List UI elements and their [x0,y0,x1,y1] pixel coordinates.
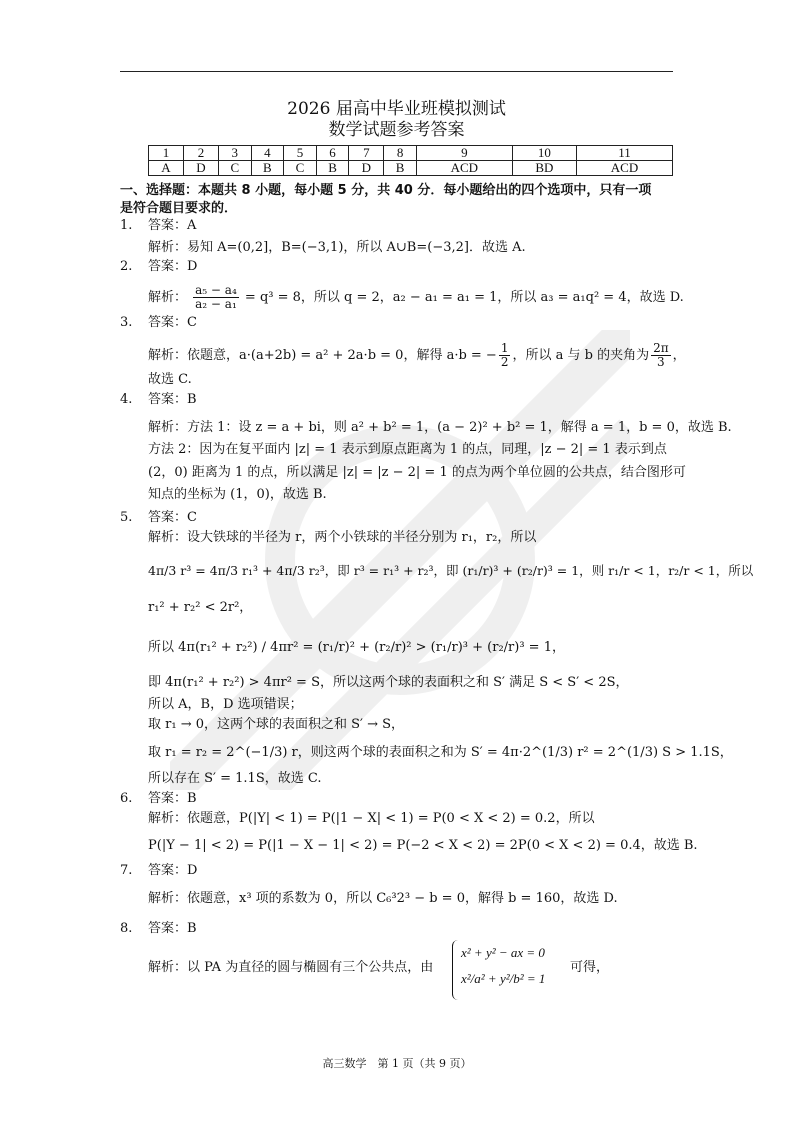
q5-line1: 解析：设大铁球的半径为 r，两个小铁球的半径分别为 r₁，r₂，所以 [148,530,537,545]
q4-line2: 方法 2：因为在复平面内 |z| = 1 表示到原点距离为 1 的点，同理，|z − 2| = 1 表示到点 [148,442,667,457]
q3-conclusion: 故选 C. [148,372,192,387]
q3-analysis-text2: ，所以 a 与 b 的夹角为 [512,348,650,363]
q5-answer: 答案：C [148,510,197,525]
table-cell: D [349,161,384,176]
table-cell: 3 [219,146,252,161]
header-rule [120,71,673,72]
q6-line1: 解析：依题意，P(|Y| < 1) = P(|1 − X| < 1) = P(0 < X < 2) = 0.2，所以 [148,811,595,826]
table-cell: C [219,161,252,176]
equation-2: x²/a² + y²/b² = 1 [461,971,546,986]
q1-answer: 答案：A [148,218,197,233]
fraction-denominator: 2 [500,355,509,369]
table-cell: 1 [149,146,184,161]
page-footer: 高三数学 第 1 页（共 9 页） [322,1057,472,1070]
q1-analysis: 解析：易知 A=(0,2]，B=(−3,1)，所以 A∪B=(−3,2]．故选 A. [148,240,526,255]
q4-line4: 知点的坐标为 (1，0)，故选 B. [148,487,327,502]
table-cell: ACD [416,161,512,176]
section-heading [120,182,680,218]
q6-line2: P(|Y − 1| < 2) = P(|1 − X − 1| < 2) = P(−2 < X < 2) = 2P(0 < X < 2) = 0.4，故选 B. [148,838,698,853]
table-cell: BD [512,161,576,176]
q2-analysis [148,284,684,311]
table-cell: 8 [384,146,417,161]
table-cell: B [384,161,417,176]
q5-line7: 取 r₁ → 0，这两个球的表面积之和 S′ → S， [148,717,405,732]
table-cell: 10 [512,146,576,161]
question-number: 1. [120,218,133,233]
q5-line4: 所以 4π(r₁² + r₂²) / 4πr² = (r₁/r)² + (r₂/r)² > (r₁/r)³ + (r₂/r)³ = 1， [148,640,565,655]
section-heading-line2: 是符合题目要求的． [120,201,238,216]
q5-line3: r₁² + r₂² < 2r²， [148,600,253,615]
q5-line2: 4π/3 r³ = 4π/3 r₁³ + 4π/3 r₂³，即 r³ = r₁³ + r₂³，即 (r₁/r)³ + (r₂/r)³ = 1，则 r₁/r < 1，r₂/r < 1，所以 [148,563,754,578]
table-cell: B [316,161,349,176]
question-number: 6. [120,791,133,806]
fraction-numerator: a₅ − a₄ [195,283,237,297]
table-cell: 9 [416,146,512,161]
q3-analysis-end: ， [672,348,686,363]
table-cell: 2 [184,146,219,161]
q6-answer: 答案：B [148,791,197,806]
question-number: 2. [120,259,133,274]
question-number: 5. [120,510,133,525]
q3-answer: 答案：C [148,315,197,330]
q5-line9: 所以存在 S′ = 1.1S，故选 C. [148,771,322,786]
fraction-denominator: 3 [657,355,665,369]
table-cell: D [184,161,219,176]
fraction-numerator: 2π [653,341,669,355]
table-cell: C [284,161,317,176]
q3-analysis-text: 解析：依题意，a·(a+2b) = a² + 2a·b = 0，解得 a·b = − [148,348,497,363]
page-subtitle: 数学试题参考答案 [328,120,465,140]
fraction-denominator: a₂ − a₁ [195,297,237,311]
table-cell: ACD [577,161,673,176]
q4-line1: 解析：方法 1：设 z = a + bi，则 a² + b² = 1，(a − 2)² + b² = 1，解得 a = 1，b = 0，故选 B. [148,420,732,435]
q3-analysis [148,342,686,369]
table-cell: B [251,161,284,176]
q2-answer: 答案：D [148,259,198,274]
table-cell: 5 [284,146,317,161]
q8-line1: 解析：以 PA 为直径的圆与椭圆有三个公共点，由 [148,960,434,975]
q2-analysis-label: 解析： [148,290,188,305]
equation-1: x² + y² − ax = 0 [461,945,545,960]
q2-analysis-text: = q³ = 8，所以 q = 2，a₂ − a₁ = a₁ = 1，所以 a₃ = a₁q² = 4，故选 D. [244,290,684,305]
question-number: 8. [120,921,133,936]
page-title: 2026 届高中毕业班模拟测试 [287,99,506,119]
question-number: 3. [120,315,133,330]
answer-table-header-row [149,146,673,161]
question-number: 7. [120,863,133,878]
section-heading-line1: 一、选择题：本题共 8 小题，每小题 5 分，共 40 分．每小题给出的四个选项中，只有一项 [120,183,652,198]
question-number: 4. [120,392,133,407]
table-cell: 7 [349,146,384,161]
q4-answer: 答案：B [148,392,197,407]
q3-fraction2 [651,342,671,369]
table-cell: 11 [577,146,673,161]
answer-table [148,145,673,176]
q2-fraction [193,284,239,311]
q7-line1: 解析：依题意，x³ 项的系数为 0，所以 C₆³2³ − b = 0，解得 b = 160，故选 D. [148,891,618,906]
q3-fraction [499,342,511,369]
equation-system [452,940,545,1000]
table-cell: 4 [251,146,284,161]
answer-table-answer-row [149,161,673,176]
q5-line5: 即 4π(r₁² + r₂²) > 4πr² = S，所以这两个球的表面积之和 S′ 满足 S < S′ < 2S， [148,675,629,690]
q7-answer: 答案：D [148,863,198,878]
q8-answer: 答案：B [148,921,197,936]
q5-line6: 所以 A，B，D 选项错误； [148,697,303,712]
q4-line3: (2，0) 距离为 1 的点，所以满足 |z| = |z − 2| = 1 的点为两个单位圆的公共点，结合图形可 [148,465,686,480]
table-cell: 6 [316,146,349,161]
table-cell: A [149,161,184,176]
fraction-numerator: 1 [500,341,509,355]
q5-line8: 取 r₁ = r₂ = 2^(−1/3) r，则这两个球的表面积之和为 S′ = 4π·2^(1/3) r² = 2^(1/3) S > 1.1S， [148,745,733,760]
q8-line1-end: 可得， [570,960,610,975]
